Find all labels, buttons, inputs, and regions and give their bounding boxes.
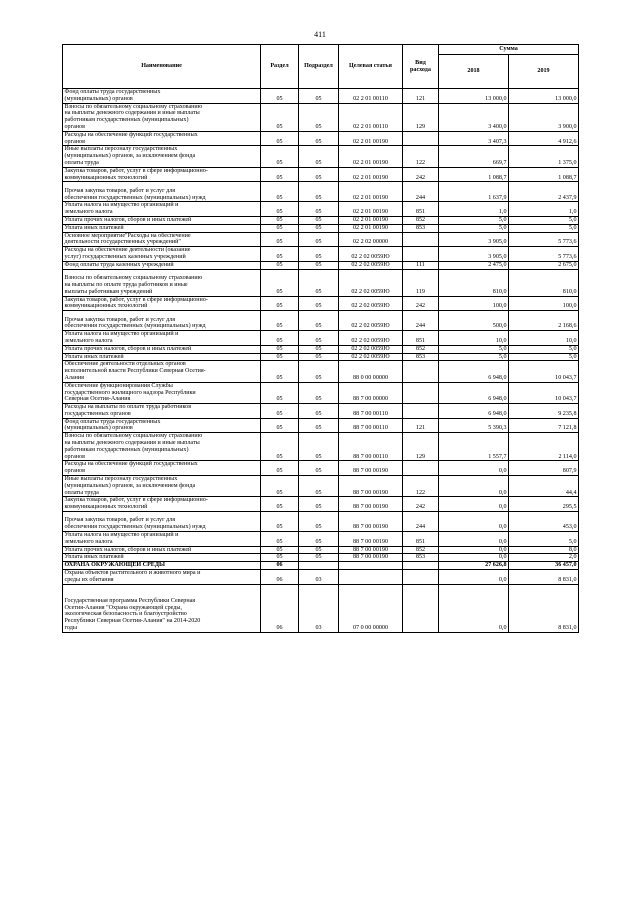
- row-sum-2019-cell: 295,5: [509, 497, 579, 512]
- row-expense-cell: 122: [403, 476, 439, 497]
- row-subsection-cell: 05: [299, 353, 339, 361]
- header-expense-type: Вид расхода: [403, 45, 439, 89]
- row-target-cell: 88 7 00 00110: [339, 418, 403, 433]
- budget-table: [62, 44, 579, 633]
- row-name-cell: Уплата прочих налогов, сборов и иных платежей: [63, 216, 261, 224]
- row-subsection-cell: 05: [299, 247, 339, 262]
- table-row: [63, 167, 579, 182]
- row-name-cell: Фонд оплаты труда государственных (муниципальных) органов: [63, 89, 261, 104]
- row-expense-cell: 242: [403, 167, 439, 182]
- row-sum-2018-cell: 5,0: [439, 224, 509, 232]
- row-sum-2019-cell: 810,0: [509, 269, 579, 296]
- row-name-cell: Расходы на обеспечение функций государственных органов: [63, 461, 261, 476]
- row-subsection-cell: 05: [299, 224, 339, 232]
- row-name-cell: Закупка товаров, работ, услуг в сфере информационно- коммуникационных технологий: [63, 296, 261, 311]
- row-expense-cell: 121: [403, 89, 439, 104]
- row-sum-2018-cell: 5,0: [439, 216, 509, 224]
- table-row: [63, 461, 579, 476]
- row-expense-cell: 242: [403, 296, 439, 311]
- row-sum-2018-cell: 0,0: [439, 532, 509, 547]
- table-row: [63, 202, 579, 217]
- row-target-cell: 02 2 02 0059Ю: [339, 345, 403, 353]
- row-target-cell: 88 7 00 00190: [339, 497, 403, 512]
- header-name: Наименование: [63, 45, 261, 89]
- row-target-cell: 02 2 01 00190: [339, 202, 403, 217]
- table-row: [63, 562, 579, 570]
- row-subsection-cell: 05: [299, 345, 339, 353]
- row-target-cell: 02 2 02 0059Ю: [339, 311, 403, 331]
- row-subsection-cell: 05: [299, 202, 339, 217]
- row-subsection-cell: 05: [299, 89, 339, 104]
- row-sum-2018-cell: 1 088,7: [439, 167, 509, 182]
- row-target-cell: 88 7 00 00190: [339, 532, 403, 547]
- row-target-cell: 02 2 01 00190: [339, 131, 403, 146]
- row-subsection-cell: 05: [299, 512, 339, 532]
- row-name-cell: Фонд оплаты труда государственных (муниципальных) органов: [63, 418, 261, 433]
- row-subsection-cell: 05: [299, 146, 339, 167]
- row-name-cell: Прочая закупка товаров, работ и услуг для обеспечения государственных (муниципальных) нужд: [63, 311, 261, 331]
- row-target-cell: [339, 562, 403, 570]
- row-expense-cell: 244: [403, 182, 439, 202]
- row-sum-2018-cell: 0,0: [439, 554, 509, 562]
- row-expense-cell: [403, 562, 439, 570]
- page-number: 411: [314, 30, 326, 39]
- row-section-cell: 05: [261, 224, 299, 232]
- row-name-cell: Прочая закупка товаров, работ и услуг для обеспечения государственных (муниципальных) нужд: [63, 182, 261, 202]
- header-year-2018: 2018: [439, 55, 509, 89]
- table-row: [63, 532, 579, 547]
- row-sum-2019-cell: 5 773,6: [509, 232, 579, 247]
- row-expense-cell: 853: [403, 353, 439, 361]
- row-sum-2019-cell: 10 043,7: [509, 382, 579, 403]
- row-target-cell: 02 2 02 0059Ю: [339, 247, 403, 262]
- row-section-cell: 05: [261, 311, 299, 331]
- row-sum-2019-cell: 8 831,0: [509, 584, 579, 632]
- row-sum-2019-cell: 2,0: [509, 554, 579, 562]
- table-row: [63, 331, 579, 346]
- row-name-cell: Иные выплаты персоналу государственных (муниципальных) органов, за исключением фонда оплаты труда: [63, 146, 261, 167]
- table-row: [63, 296, 579, 311]
- row-sum-2018-cell: 1,0: [439, 202, 509, 217]
- header-section: Раздел: [261, 45, 299, 89]
- row-section-cell: 05: [261, 476, 299, 497]
- row-sum-2018-cell: 3 905,0: [439, 232, 509, 247]
- table-row: [63, 353, 579, 361]
- row-sum-2018-cell: 0,0: [439, 497, 509, 512]
- row-section-cell: 05: [261, 131, 299, 146]
- row-sum-2018-cell: 0,0: [439, 584, 509, 632]
- row-expense-cell: 111: [403, 261, 439, 269]
- row-section-cell: 05: [261, 353, 299, 361]
- header-sum: Сумма: [439, 45, 579, 55]
- row-sum-2018-cell: 13 000,0: [439, 89, 509, 104]
- row-sum-2018-cell: 0,0: [439, 476, 509, 497]
- row-target-cell: 02 2 02 0059Ю: [339, 296, 403, 311]
- row-expense-cell: 242: [403, 497, 439, 512]
- row-section-cell: 05: [261, 433, 299, 461]
- table-row: [63, 570, 579, 585]
- row-section-cell: 05: [261, 247, 299, 262]
- row-sum-2019-cell: 453,0: [509, 512, 579, 532]
- row-target-cell: 02 2 02 0059Ю: [339, 269, 403, 296]
- row-name-cell: Взносы по обязательному социальному страхованию на выплаты по оплате труда работников и иные выплаты работникам учреждений: [63, 269, 261, 296]
- row-subsection-cell: 05: [299, 546, 339, 554]
- row-name-cell: Закупка товаров, работ, услуг в сфере информационно- коммуникационных технологий: [63, 167, 261, 182]
- row-name-cell: Расходы на обеспечение деятельности (оказание услуг) государственных казенных учреждений: [63, 247, 261, 262]
- row-name-cell: Уплата налога на имущество организаций и земельного налога: [63, 202, 261, 217]
- row-target-cell: 88 0 00 00000: [339, 361, 403, 382]
- table-row: [63, 345, 579, 353]
- row-section-cell: 05: [261, 216, 299, 224]
- row-expense-cell: [403, 382, 439, 403]
- header-year-2019: 2019: [509, 55, 579, 89]
- row-subsection-cell: 05: [299, 433, 339, 461]
- row-target-cell: 02 2 01 00190: [339, 224, 403, 232]
- table-row: [63, 131, 579, 146]
- row-sum-2019-cell: 36 457,0: [509, 562, 579, 570]
- row-expense-cell: 244: [403, 512, 439, 532]
- table-row: [63, 433, 579, 461]
- row-section-cell: 05: [261, 167, 299, 182]
- row-sum-2019-cell: 5,0: [509, 216, 579, 224]
- table-row: [63, 216, 579, 224]
- row-subsection-cell: 05: [299, 554, 339, 562]
- row-expense-cell: 852: [403, 216, 439, 224]
- row-section-cell: 05: [261, 261, 299, 269]
- row-sum-2019-cell: 5,0: [509, 224, 579, 232]
- row-section-cell: 05: [261, 182, 299, 202]
- row-sum-2019-cell: 4 912,6: [509, 131, 579, 146]
- header-subsection: Подраздел: [299, 45, 339, 89]
- row-expense-cell: 851: [403, 202, 439, 217]
- row-subsection-cell: 05: [299, 331, 339, 346]
- row-section-cell: 05: [261, 418, 299, 433]
- row-section-cell: 06: [261, 562, 299, 570]
- table-row: [63, 361, 579, 382]
- table-row: [63, 554, 579, 562]
- row-sum-2019-cell: 8,0: [509, 546, 579, 554]
- row-target-cell: 02 2 01 00190: [339, 216, 403, 224]
- row-subsection-cell: 05: [299, 497, 339, 512]
- table-row: [63, 476, 579, 497]
- row-section-cell: 05: [261, 361, 299, 382]
- row-sum-2019-cell: 5,0: [509, 345, 579, 353]
- row-target-cell: 88 7 00 00110: [339, 433, 403, 461]
- row-name-cell: Взносы по обязательному социальному страхованию на выплаты денежного содержания и иные выплаты работникам государственных (муниципальных) органов: [63, 433, 261, 461]
- row-expense-cell: [403, 584, 439, 632]
- row-subsection-cell: 05: [299, 404, 339, 419]
- row-expense-cell: [403, 131, 439, 146]
- table-row: [63, 247, 579, 262]
- row-sum-2018-cell: 3 905,0: [439, 247, 509, 262]
- row-sum-2018-cell: 5,0: [439, 353, 509, 361]
- row-subsection-cell: 05: [299, 418, 339, 433]
- row-name-cell: Уплата налога на имущество организаций и земельного налога: [63, 331, 261, 346]
- row-subsection-cell: 05: [299, 476, 339, 497]
- row-subsection-cell: 05: [299, 269, 339, 296]
- row-sum-2018-cell: 810,0: [439, 269, 509, 296]
- row-target-cell: 02 2 02 0059Ю: [339, 261, 403, 269]
- row-sum-2018-cell: 6 948,0: [439, 382, 509, 403]
- table-row: [63, 497, 579, 512]
- row-sum-2019-cell: 5,0: [509, 532, 579, 547]
- row-sum-2019-cell: 7 121,8: [509, 418, 579, 433]
- row-target-cell: 02 2 01 00110: [339, 103, 403, 131]
- row-expense-cell: 852: [403, 345, 439, 353]
- table-row: [63, 146, 579, 167]
- row-expense-cell: 122: [403, 146, 439, 167]
- row-name-cell: Иные выплаты персоналу государственных (муниципальных) органов, за исключением фонда оплаты труда: [63, 476, 261, 497]
- row-name-cell: ОХРАНА ОКРУЖАЮЩЕЙ СРЕДЫ: [63, 562, 261, 570]
- row-subsection-cell: 05: [299, 182, 339, 202]
- row-expense-cell: [403, 404, 439, 419]
- row-subsection-cell: 05: [299, 261, 339, 269]
- row-target-cell: 02 2 02 0059Ю: [339, 353, 403, 361]
- row-expense-cell: [403, 247, 439, 262]
- table-row: [63, 418, 579, 433]
- row-name-cell: Уплата налога на имущество организаций и земельного налога: [63, 532, 261, 547]
- row-target-cell: 88 7 00 00190: [339, 461, 403, 476]
- row-target-cell: 88 7 00 00000: [339, 382, 403, 403]
- row-section-cell: 05: [261, 296, 299, 311]
- row-subsection-cell: 05: [299, 216, 339, 224]
- row-section-cell: 05: [261, 382, 299, 403]
- row-section-cell: 06: [261, 584, 299, 632]
- row-sum-2019-cell: 5,0: [509, 353, 579, 361]
- row-subsection-cell: 05: [299, 382, 339, 403]
- table-row: [63, 103, 579, 131]
- row-target-cell: [339, 570, 403, 585]
- row-sum-2019-cell: 1 375,0: [509, 146, 579, 167]
- row-sum-2018-cell: 6 948,0: [439, 404, 509, 419]
- row-sum-2018-cell: 0,0: [439, 546, 509, 554]
- row-section-cell: 05: [261, 461, 299, 476]
- row-section-cell: 05: [261, 404, 299, 419]
- row-name-cell: Прочая закупка товаров, работ и услуг для обеспечения государственных (муниципальных) нужд: [63, 512, 261, 532]
- row-sum-2018-cell: 0,0: [439, 512, 509, 532]
- row-name-cell: Обеспечение функционирования Службы государственного жилищного надзора Республики Северная Осетия-Алания: [63, 382, 261, 403]
- row-section-cell: 05: [261, 89, 299, 104]
- table-row: [63, 512, 579, 532]
- row-expense-cell: [403, 570, 439, 585]
- row-subsection-cell: [299, 562, 339, 570]
- row-sum-2019-cell: 9 235,8: [509, 404, 579, 419]
- row-sum-2019-cell: 8 831,0: [509, 570, 579, 585]
- row-target-cell: 88 7 00 00190: [339, 546, 403, 554]
- row-sum-2018-cell: 1 637,9: [439, 182, 509, 202]
- row-name-cell: Основное мероприятие"Расходы на обеспечение деятельности государственных учреждений": [63, 232, 261, 247]
- row-subsection-cell: 05: [299, 232, 339, 247]
- table-row: [63, 546, 579, 554]
- row-subsection-cell: 03: [299, 570, 339, 585]
- row-sum-2018-cell: 10,0: [439, 331, 509, 346]
- row-target-cell: 88 7 00 00190: [339, 554, 403, 562]
- row-name-cell: Взносы по обязательному социальному страхованию на выплаты денежного содержания и иные выплаты работникам государственных (муниципальных) органов: [63, 103, 261, 131]
- row-subsection-cell: 05: [299, 131, 339, 146]
- row-sum-2019-cell: 10,0: [509, 331, 579, 346]
- row-target-cell: 02 2 01 00190: [339, 146, 403, 167]
- row-expense-cell: 119: [403, 269, 439, 296]
- row-target-cell: 07 0 00 00000: [339, 584, 403, 632]
- table-row: [63, 382, 579, 403]
- row-expense-cell: 129: [403, 433, 439, 461]
- row-name-cell: Уплата иных платежей: [63, 224, 261, 232]
- row-name-cell: Государственная программа Республики Северная Осетия-Алания "Охрана окружающей среды, экологическая безопасность и благоустройство Республики Северная Осетия-Алания" на 2014-2020 годы: [63, 584, 261, 632]
- row-sum-2019-cell: 1,0: [509, 202, 579, 217]
- row-section-cell: 05: [261, 146, 299, 167]
- row-subsection-cell: 03: [299, 584, 339, 632]
- row-subsection-cell: 05: [299, 461, 339, 476]
- row-name-cell: Уплата иных платежей: [63, 353, 261, 361]
- row-expense-cell: 851: [403, 532, 439, 547]
- row-subsection-cell: 05: [299, 311, 339, 331]
- row-name-cell: Охрана объектов растительного и животного мира и среды их обитания: [63, 570, 261, 585]
- row-sum-2018-cell: 669,7: [439, 146, 509, 167]
- row-name-cell: Уплата иных платежей: [63, 554, 261, 562]
- row-sum-2018-cell: 500,0: [439, 311, 509, 331]
- row-sum-2018-cell: 5 390,3: [439, 418, 509, 433]
- row-sum-2019-cell: 3 900,0: [509, 103, 579, 131]
- row-sum-2019-cell: 10 043,7: [509, 361, 579, 382]
- row-expense-cell: [403, 232, 439, 247]
- row-section-cell: 05: [261, 103, 299, 131]
- row-target-cell: 02 2 01 00190: [339, 167, 403, 182]
- row-subsection-cell: 05: [299, 103, 339, 131]
- row-expense-cell: 121: [403, 418, 439, 433]
- row-sum-2019-cell: 807,9: [509, 461, 579, 476]
- row-name-cell: Закупка товаров, работ, услуг в сфере информационно- коммуникационных технологий: [63, 497, 261, 512]
- row-expense-cell: 853: [403, 554, 439, 562]
- row-subsection-cell: 05: [299, 167, 339, 182]
- row-sum-2018-cell: 3 400,0: [439, 103, 509, 131]
- table-row: [63, 182, 579, 202]
- row-expense-cell: 852: [403, 546, 439, 554]
- row-section-cell: 05: [261, 554, 299, 562]
- row-subsection-cell: 05: [299, 296, 339, 311]
- row-name-cell: Уплата прочих налогов, сборов и иных платежей: [63, 546, 261, 554]
- row-sum-2018-cell: 0,0: [439, 570, 509, 585]
- row-section-cell: 06: [261, 570, 299, 585]
- row-section-cell: 05: [261, 546, 299, 554]
- row-sum-2018-cell: 100,0: [439, 296, 509, 311]
- row-sum-2018-cell: 0,0: [439, 461, 509, 476]
- row-sum-2019-cell: 2 675,0: [509, 261, 579, 269]
- row-sum-2018-cell: 5,0: [439, 345, 509, 353]
- row-section-cell: 05: [261, 532, 299, 547]
- row-target-cell: 02 2 01 00110: [339, 89, 403, 104]
- row-target-cell: 02 2 01 00190: [339, 182, 403, 202]
- row-sum-2019-cell: 2 114,0: [509, 433, 579, 461]
- row-expense-cell: [403, 461, 439, 476]
- row-sum-2018-cell: 1 557,7: [439, 433, 509, 461]
- table-row: [63, 404, 579, 419]
- table-row: [63, 261, 579, 269]
- row-section-cell: 05: [261, 512, 299, 532]
- row-sum-2018-cell: 6 948,0: [439, 361, 509, 382]
- row-sum-2018-cell: 3 407,3: [439, 131, 509, 146]
- row-target-cell: 02 2 02 00000: [339, 232, 403, 247]
- row-expense-cell: 244: [403, 311, 439, 331]
- row-target-cell: 88 7 00 00190: [339, 512, 403, 532]
- row-sum-2018-cell: 2 475,0: [439, 261, 509, 269]
- row-expense-cell: 129: [403, 103, 439, 131]
- row-subsection-cell: 05: [299, 532, 339, 547]
- row-target-cell: 88 7 00 00110: [339, 404, 403, 419]
- row-sum-2019-cell: 13 000,0: [509, 89, 579, 104]
- row-target-cell: 88 7 00 00190: [339, 476, 403, 497]
- row-section-cell: 05: [261, 269, 299, 296]
- row-sum-2019-cell: 100,0: [509, 296, 579, 311]
- row-sum-2019-cell: 1 088,7: [509, 167, 579, 182]
- table-row: [63, 269, 579, 296]
- table-row: [63, 311, 579, 331]
- row-subsection-cell: 05: [299, 361, 339, 382]
- row-section-cell: 05: [261, 345, 299, 353]
- header-target-article: Целевая статья: [339, 45, 403, 89]
- row-sum-2019-cell: 2 437,9: [509, 182, 579, 202]
- row-sum-2019-cell: 44,4: [509, 476, 579, 497]
- row-sum-2018-cell: 27 626,8: [439, 562, 509, 570]
- table-row: [63, 89, 579, 104]
- row-section-cell: 05: [261, 202, 299, 217]
- row-section-cell: 05: [261, 232, 299, 247]
- table-row: [63, 224, 579, 232]
- table-body: [63, 89, 579, 633]
- row-name-cell: Обеспечение деятельности отдельных органов исполнительной власти Республики Северная Осетия- Алания: [63, 361, 261, 382]
- row-expense-cell: 853: [403, 224, 439, 232]
- row-target-cell: 02 2 02 0059Ю: [339, 331, 403, 346]
- row-section-cell: 05: [261, 331, 299, 346]
- row-name-cell: Фонд оплаты труда казенных учреждений: [63, 261, 261, 269]
- row-sum-2019-cell: 5 773,6: [509, 247, 579, 262]
- row-name-cell: Расходы на выплаты по оплате труда работников государственных органов: [63, 404, 261, 419]
- row-name-cell: Расходы на обеспечение функций государственных органов: [63, 131, 261, 146]
- table-row: [63, 232, 579, 247]
- row-expense-cell: [403, 361, 439, 382]
- row-sum-2019-cell: 2 168,6: [509, 311, 579, 331]
- row-name-cell: Уплата прочих налогов, сборов и иных платежей: [63, 345, 261, 353]
- row-expense-cell: 851: [403, 331, 439, 346]
- row-section-cell: 05: [261, 497, 299, 512]
- table-row: [63, 584, 579, 632]
